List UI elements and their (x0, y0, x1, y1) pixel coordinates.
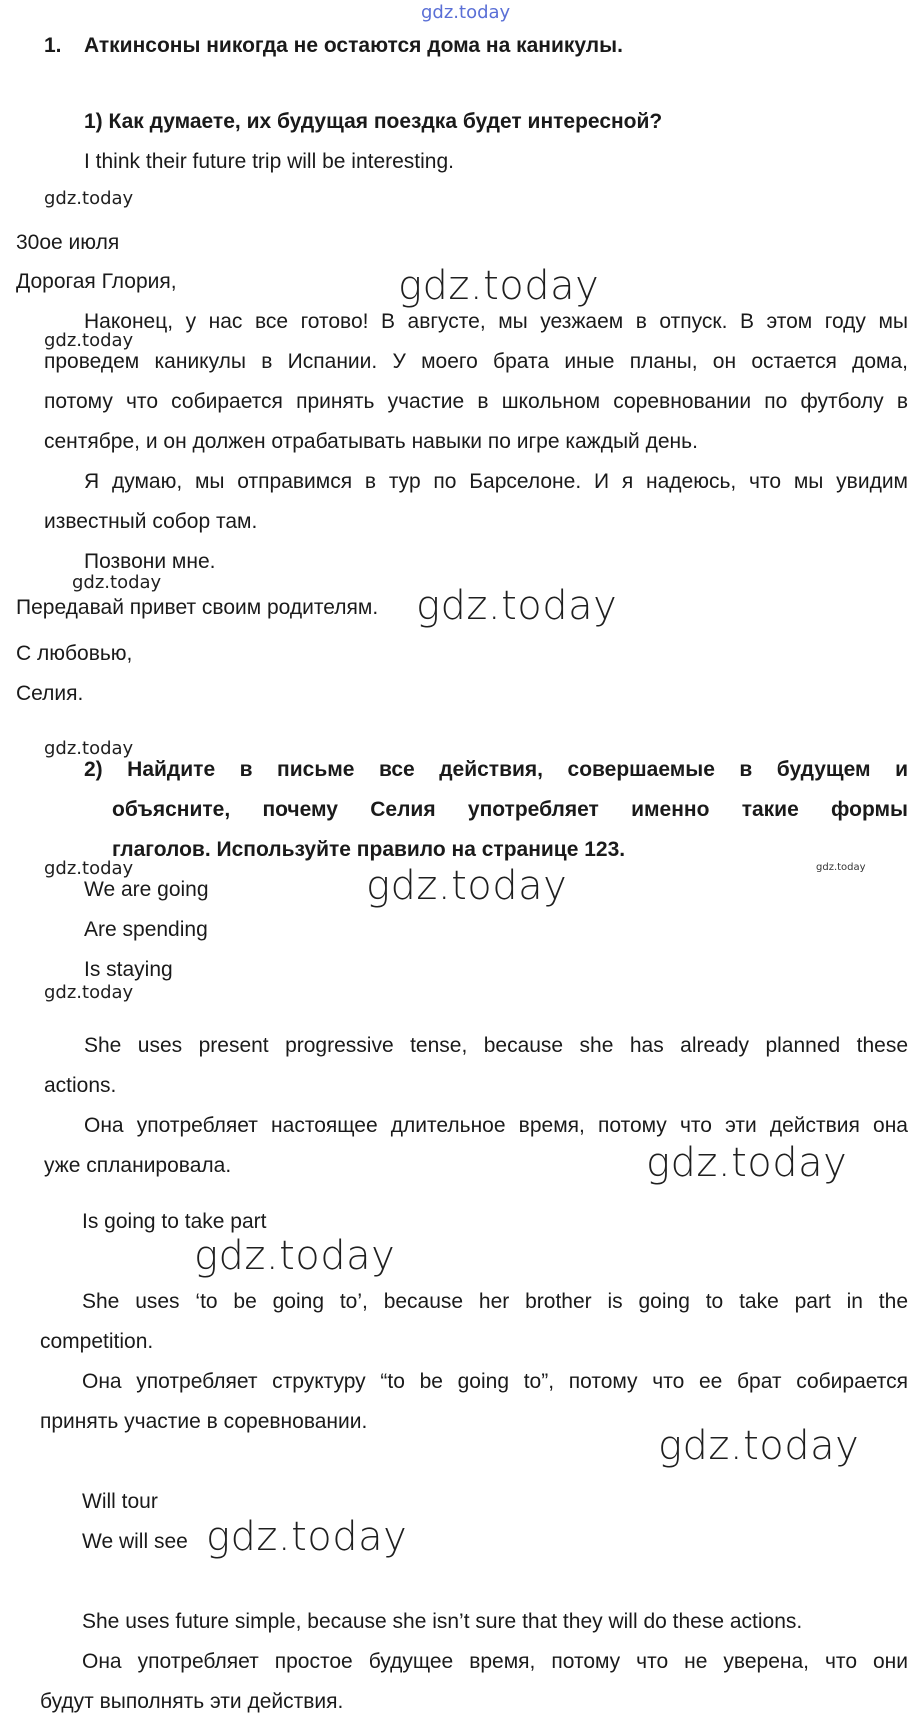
watermark: gdz.today (44, 188, 134, 209)
explanation-line: будут выполнять эти действия. (40, 1690, 344, 1713)
letter-closing: С любовью, (16, 642, 133, 665)
task-number: 1. (44, 34, 62, 57)
question-2-line: объясните, почему Селия употребляет именно такие формы (112, 798, 908, 821)
watermark: gdz.today (816, 862, 866, 873)
watermark: gdz.today (366, 863, 568, 909)
explanation-line: She uses ‘to be going to’, because her brother is going to take part in the (82, 1290, 908, 1313)
letter-date: 30ое июля (16, 231, 120, 254)
watermark: gdz.today (421, 2, 511, 23)
letter-line: известный собор там. (44, 510, 258, 533)
letter-line: Позвони мне. (84, 550, 216, 573)
question-2-line: глаголов. Используйте правило на странице 123. (112, 838, 626, 861)
letter-line: проведем каникулы в Испании. У моего брата иные планы, он остается дома, (44, 350, 908, 373)
explanation-line: Она употребляет простое будущее время, потому что не уверена, что они (82, 1650, 908, 1673)
verb-form: Is staying (84, 958, 173, 981)
explanation-line: competition. (40, 1330, 154, 1353)
watermark: gdz.today (72, 572, 162, 593)
verb-form: We are going (84, 878, 209, 901)
explanation-line: She uses future simple, because she isn’t sure that they will do these actions. (82, 1610, 803, 1633)
answer-1: I think their future trip will be interesting. (84, 150, 455, 173)
letter-signature: Селия. (16, 682, 84, 705)
watermark: gdz.today (416, 583, 618, 629)
letter-line: сентябре, и он должен отрабатывать навыки по игре каждый день. (44, 430, 698, 453)
letter-line: Наконец, у нас все готово! В августе, мы уезжаем в отпуск. В этом году мы (84, 310, 908, 333)
verb-form: Is going to take part (82, 1210, 267, 1233)
watermark: gdz.today (206, 1514, 408, 1560)
watermark: gdz.today (44, 738, 134, 759)
letter-greeting: Дорогая Глория, (16, 270, 177, 293)
explanation-line: уже спланировала. (44, 1154, 232, 1177)
explanation-line: принять участие в соревновании. (40, 1410, 368, 1433)
explanation-line: She uses present progressive tense, because she has already planned these (84, 1034, 908, 1057)
explanation-line: Она употребляет настоящее длительное время, потому что эти действия она (84, 1114, 908, 1137)
verb-form: We will see (82, 1530, 188, 1553)
watermark: gdz.today (646, 1140, 848, 1186)
letter-line: Я думаю, мы отправимся в тур по Барселоне. И я надеюсь, что мы увидим (84, 470, 908, 493)
watermark: gdz.today (44, 330, 134, 351)
watermark: gdz.today (658, 1423, 860, 1469)
watermark: gdz.today (398, 263, 600, 309)
verb-form: Are spending (84, 918, 208, 941)
letter-line: потому что собирается принять участие в школьном соревновании по футболу в (44, 390, 908, 413)
question-1: 1) Как думаете, их будущая поездка будет интересной? (84, 110, 663, 133)
watermark: gdz.today (44, 858, 134, 879)
letter-line: Передавай привет своим родителям. (16, 596, 379, 619)
task-title: Аткинсоны никогда не остаются дома на каникулы. (84, 34, 623, 57)
explanation-line: Она употребляет структуру “to be going to”, потому что ее брат собирается (82, 1370, 908, 1393)
question-2-line: 2) Найдите в письме все действия, совершаемые в будущем и (84, 758, 908, 781)
watermark: gdz.today (194, 1233, 396, 1279)
verb-form: Will tour (82, 1490, 158, 1513)
explanation-line: actions. (44, 1074, 117, 1097)
watermark: gdz.today (44, 982, 134, 1003)
